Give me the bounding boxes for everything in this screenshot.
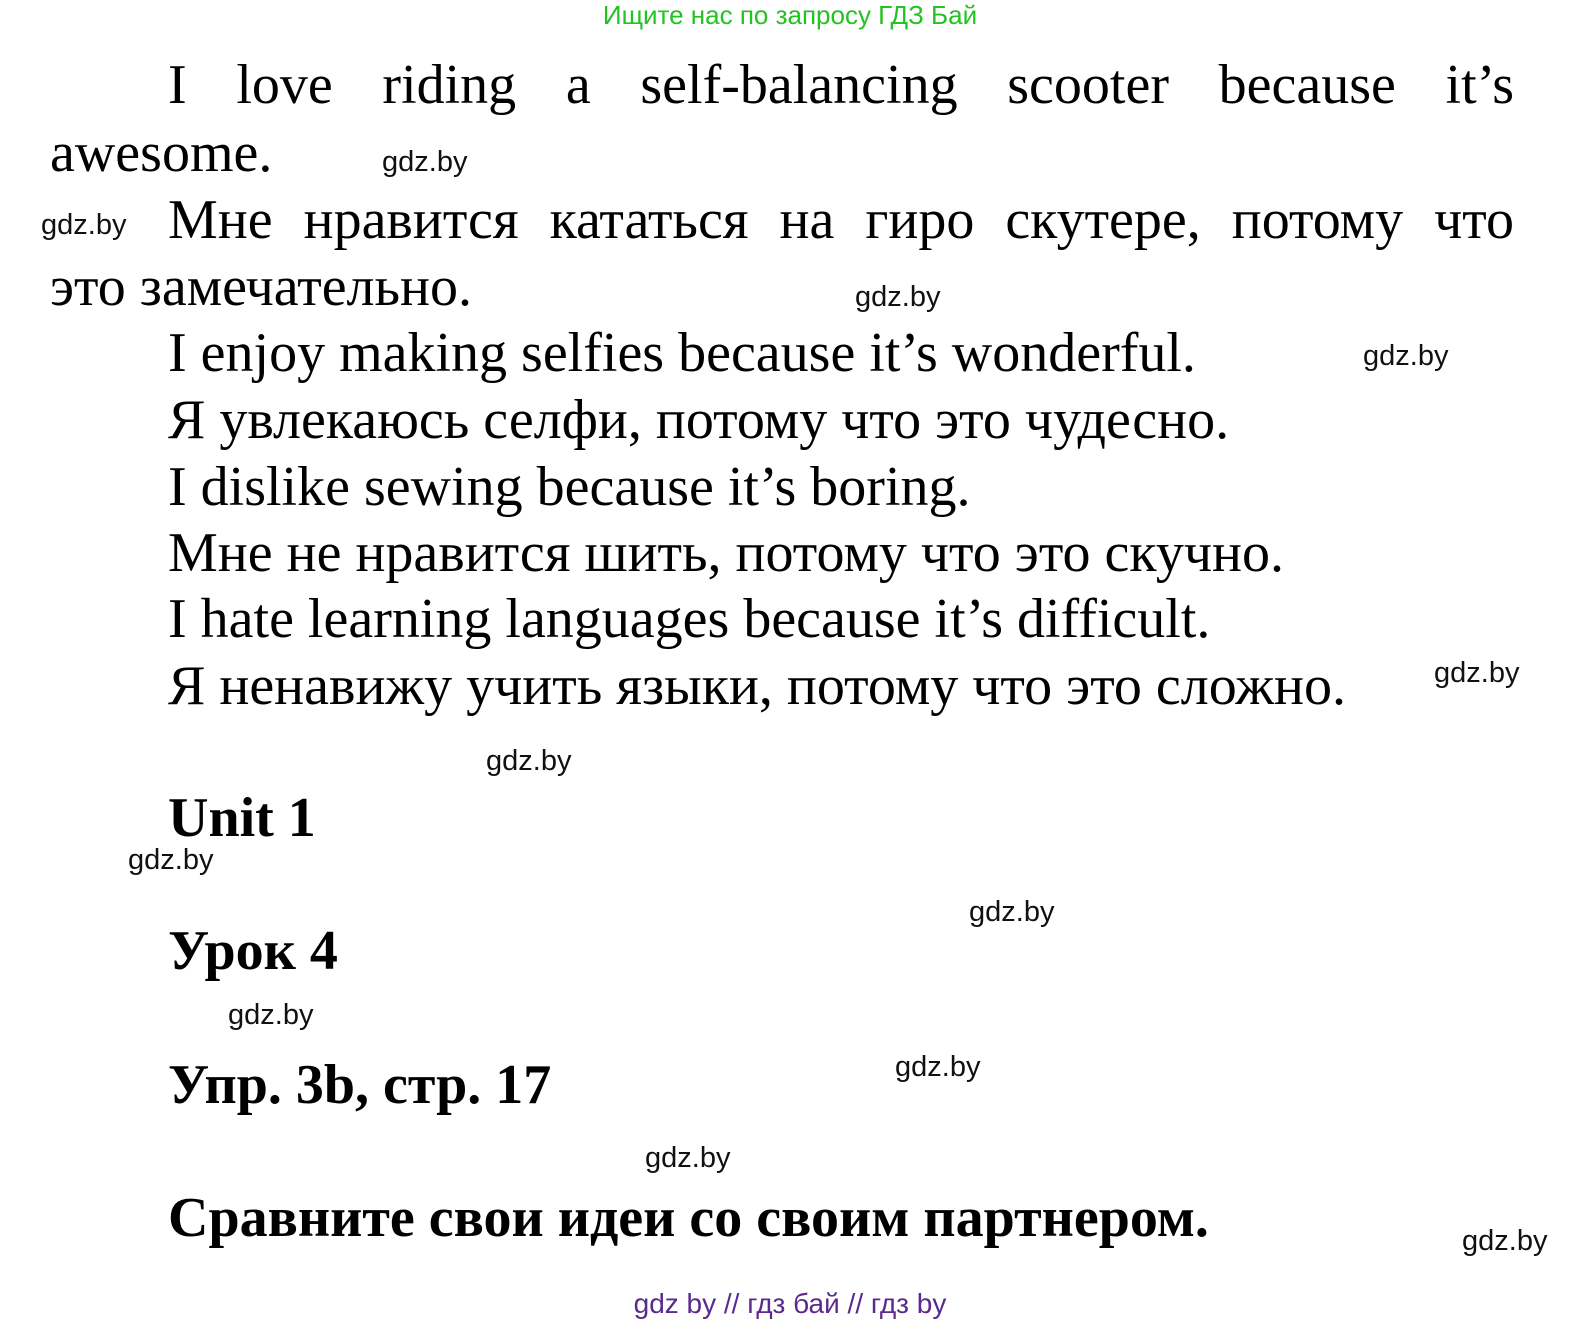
watermark: gdz.by [895,1051,981,1083]
task-heading: Сравните свои идеи со своим партнером. [168,1187,1209,1249]
top-banner: Ищите нас по запросу ГДЗ Бай [602,0,978,30]
watermark: gdz.by [969,896,1055,928]
watermark: gdz.by [645,1142,731,1174]
watermark: gdz.by [128,844,214,876]
watermark: gdz.by [1434,657,1520,689]
watermark: gdz.by [41,209,127,241]
unit-heading: Unit 1 [168,787,316,849]
sentence-4-en: I hate learning languages because it’s difficult. [168,588,1211,650]
watermark: gdz.by [1363,340,1449,372]
watermark: gdz.by [228,999,314,1031]
sentence-4-ru: Я ненавижу учить языки, потому что это сложно. [168,655,1346,717]
sentence-2-en: I enjoy making selfies because it’s wonderful. [168,322,1196,384]
sentence-1-en: I love riding a self-balancing scooter because it’s [168,54,1514,116]
sentence-3-en: I dislike sewing because it’s boring. [168,456,971,518]
lesson-heading: Урок 4 [168,920,338,982]
sentence-3-ru: Мне не нравится шить, потому что это скучно. [168,522,1284,584]
footer-links: gdz by // гдз бай // гдз by [633,1288,947,1319]
watermark: gdz.by [486,745,572,777]
sentence-2-ru: Я увлекаюсь селфи, потому что это чудесно. [168,389,1230,451]
sentence-1-ru: Мне нравится кататься на гиро скутере, потому что [168,189,1514,251]
watermark: gdz.by [855,281,941,313]
sentence-1-ru-continuation: это замечательно. [50,256,472,318]
exercise-heading: Упр. 3b, стр. 17 [168,1054,552,1116]
watermark: gdz.by [382,146,468,178]
sentence-1-en-continuation: awesome. [50,122,273,184]
watermark: gdz.by [1462,1225,1548,1257]
